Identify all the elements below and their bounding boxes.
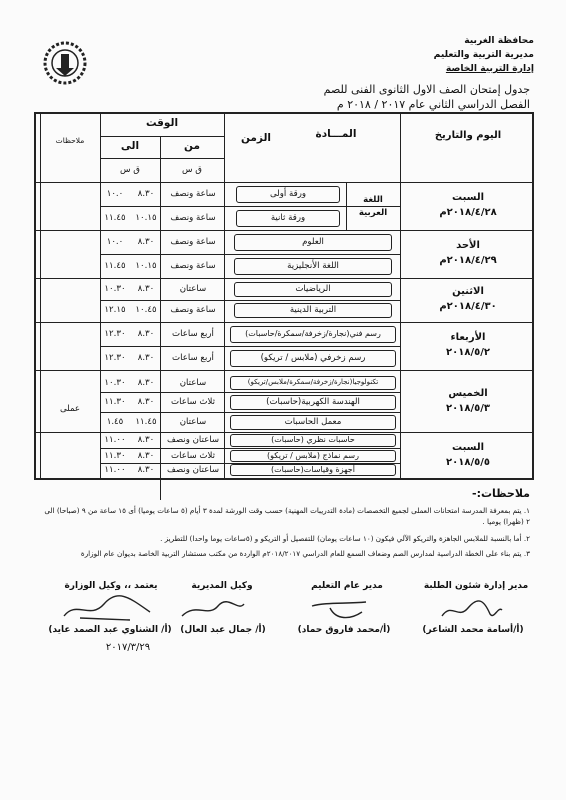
subject-text: الرياضيات [295,284,331,294]
subject-text: اللغة الأنجليزية [287,261,339,271]
directorate-name: مديرية التربية والتعليم [433,49,534,60]
day-date: ٢٠١٨/٥/٢ [446,347,490,358]
subject-text: معمل الحاسبات [284,417,342,427]
duration-text: ساعتان [179,378,207,388]
grid-line [346,182,347,230]
day-name: السبت [451,192,485,203]
duration-text: ساعة ونصف [170,213,216,223]
from-time: ٨.٣٠ [137,329,155,339]
signature-icon [438,596,504,624]
from-time: ٨.٣٠ [137,378,155,388]
practical-note: عملى [59,404,81,414]
subject-text: تكنولوجيا(نجارة/زخرفة/سمكرة/ملابس/تريكو) [247,378,379,386]
from-time: ٨.٣٠ [137,451,155,461]
column-notes-header: ملاحظات [55,136,85,145]
subject-text: أجهزة وقياسات(حاسبات) [271,465,355,474]
from-time: ١٠.١٥ [135,213,157,223]
to-time: ١٠.٠ [106,237,124,247]
to-time: ١١.٣٠ [104,397,126,407]
to-time: ١١.٤٥ [104,261,126,271]
note-item: ١. يتم بمعرفة المدرسة امتحانات العملى لجميع التخصصات (مادة التدريبات المهنية) حسب وقت الورشة لمدة ٣ أيام (٥ ساعات يوميا) أى ١٥ ساعة من ٩ (صباحا) الى ٢ (ظهرا) يوميا . [44,506,530,526]
day-date: ٢٠١٨/٥/٣ [446,403,490,414]
title-line-2: الفصل الدراسي الثاني عام ٢٠١٧ / ٢٠١٨ م [336,98,530,111]
duration-text: ساعتان [179,284,207,294]
from-time: ٨.٣٠ [137,189,155,199]
letterhead [414,34,534,76]
grid-line [100,136,224,137]
column-subject-header: المـــادة [315,128,357,140]
subject-text: التربية الدينية [289,305,337,315]
to-time: ١٠.٣٠ [104,378,126,388]
duration-text: أربع ساعات [172,353,214,363]
day-separator [36,278,532,279]
duration-text: أربع ساعات [172,329,214,339]
day-name: الخميس [448,388,488,399]
duration-text: ساعة ونصف [170,189,216,199]
notes-title: ملاحظات:- [472,487,530,500]
subject-text: ورقة أولى [269,189,307,199]
duration-text: ساعتان ونصف [166,465,220,475]
note-item: ٣. يتم بناء على الخطة الدراسية لمدارس الصم وضعاف السمع للعام الدراسي ٢٠١٨/٢٠١٧م الواردة من مكتب مستشار التربية الخاصة بديوان عام الوزارة [80,549,530,558]
signature-icon [178,598,248,624]
to-time: ١٠.٣٠ [104,284,126,294]
row-separator [100,448,400,449]
signatory-name: (أ/أسامة محمد الشاعر) [422,625,524,635]
to-unit-label: ق س [120,165,140,175]
signatory-title: وكيل المديرية [191,581,253,591]
day-separator [36,432,532,433]
duration-text: ساعتان ونصف [166,435,220,445]
day-separator [36,230,532,231]
handwritten-date: ٢٠١٧/٣/٢٩ [105,642,151,653]
from-time: ١٠.١٥ [135,261,157,271]
subject-text: حاسبات نظري (حاسبات) [271,435,355,444]
from-time: ٨.٣٠ [137,284,155,294]
ministry-seal-icon [42,40,88,86]
duration-text: ثلاث ساعات [171,397,215,407]
duration-text: ساعتان [179,417,207,427]
to-time: ١١.٠٠ [104,435,126,445]
from-time: ٨.٣٠ [137,353,155,363]
day-name: الأربعاء [450,332,486,343]
duration-text: ساعة ونصف [170,237,216,247]
day-date: ٢٠١٨/٤/٣٠م [439,301,497,312]
grid-line [400,114,401,478]
grid-line [100,158,224,159]
to-time: ١.٤٥ [106,417,124,427]
from-time: ١١.٤٥ [135,417,157,427]
from-time: ٨.٣٠ [137,397,155,407]
to-time: ١٢.٣٠ [104,329,126,339]
duration-text: ساعة ونصف [170,305,216,315]
day-date: ٢٠١٨/٤/٢٨م [439,207,497,218]
signature-icon [60,594,156,624]
subject-text: رسم فني(نجارة/زخرفة/سمكرة/حاسبات) [245,329,381,338]
column-duration-header: الزمن [240,132,272,144]
subject-text: العلوم [302,237,324,247]
to-time: ١١.٤٥ [104,213,126,223]
row-separator [100,392,400,393]
duration-text: ثلاث ساعات [171,451,215,461]
from-time: ٨.٣٠ [137,465,155,475]
signatory-title: يعتمد ،، وكيل الوزارة [64,581,158,591]
column-from-header: من [184,140,200,152]
arabic-group-label: اللغة العربية [358,195,388,218]
day-cell [410,440,526,470]
to-time: ١٠.٠ [106,189,124,199]
grid-line [40,114,41,478]
day-name: الأحد [456,240,480,251]
day-cell [410,330,526,360]
day-cell [410,386,526,416]
signatory-name: (أ/ الشناوي عبد الصمد عايد) [48,625,172,635]
day-name: الاثنين [452,286,484,297]
to-time: ١١.٣٠ [104,451,126,461]
day-cell [410,284,526,314]
signatory-title: مدير إدارة شئون الطلبة [423,581,529,591]
row-separator [100,346,400,347]
to-time: ١١.٠٠ [104,465,126,475]
from-time: ٨.٣٠ [137,237,155,247]
subject-text: رسم زخرفي (ملابس / تريكو) [260,353,366,363]
day-separator [36,370,532,371]
grid-line [224,114,225,478]
duration-text: ساعة ونصف [170,261,216,271]
from-time: ١٠.٤٥ [135,305,157,315]
to-time: ١٢.٣٠ [104,353,126,363]
column-time-header: الوقت [145,117,179,129]
row-separator [100,300,400,301]
from-time: ٨.٣٠ [137,435,155,445]
signature-icon [306,598,378,626]
signatory-name: (أ/ جمال عبد العال) [180,625,266,635]
row-separator [100,254,400,255]
column-to-header: الى [120,140,140,152]
signatory-name: (أ/محمد فاروق حماد) [297,625,391,635]
document-title [160,82,530,112]
exam-table [34,112,534,480]
note-item: ٢. أما بالنسبة للملابس الجاهزة والتريكو الآلي فيكون (١٠ ساعات يومان) للتفصيل أو التريكو و (٥ساعات يوما واحدا) للتطريز . [160,534,530,543]
governorate-name: محافظة الغربية [464,35,534,46]
day-name: السبت [451,442,485,453]
department-name: إدارة التربية الخاصة [445,63,534,74]
day-separator [36,322,532,323]
day-cell [410,190,526,220]
column-day-header: اليوم والتاريخ [434,130,502,141]
subject-text: رسم نماذج (ملابس / تريكو) [267,451,359,460]
subject-text: الهندسة الكهربية(حاسبات) [266,397,360,407]
to-time: ١٢.١٥ [104,305,126,315]
day-date: ٢٠١٨/٥/٥ [446,457,490,468]
title-line-1: جدول إمتحان الصف الاول الثانوى الفنى للصم [323,83,530,96]
grid-line [36,182,532,183]
day-cell [410,238,526,268]
subject-text: ورقة ثانية [270,213,306,223]
from-unit-label: ق س [182,165,202,175]
day-date: ٢٠١٨/٤/٢٩م [439,255,497,266]
signatory-title: مدير عام التعليم [311,581,383,591]
row-separator [100,412,400,413]
